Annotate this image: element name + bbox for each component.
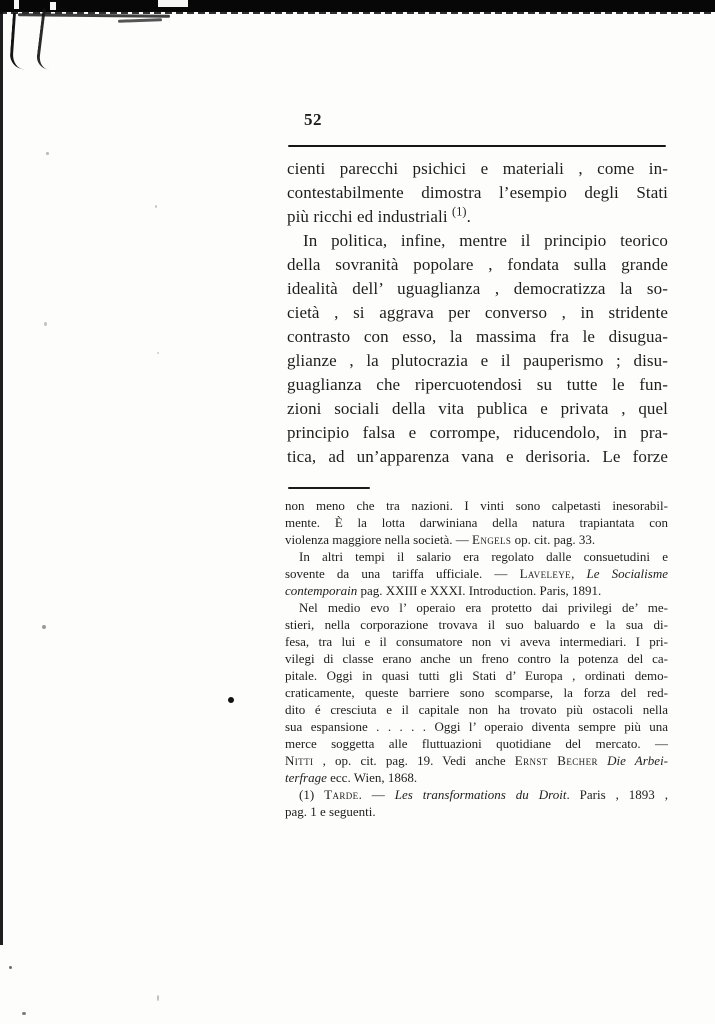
text-line: fesa, tra lui e il consumatore non vi aveva intermediari. I pri- <box>285 634 668 649</box>
text-line: pitale. Oggi in quasi tutti gli Stati d’ Europa , ordinati demo- <box>285 668 668 683</box>
main-text <box>287 157 668 469</box>
scan-artifact-smudge <box>118 18 162 23</box>
text-line: non meno che tra nazioni. I vinti sono calpetasti inesorabil- <box>285 498 668 513</box>
text-line: guaglianza che ripercuotendosi su tutte le fun- <box>287 375 668 394</box>
text-line: In politica, infine, mentre il principio teorico <box>303 231 668 250</box>
text-line: più ricchi ed industriali $^{(1)}$. <box>287 204 471 226</box>
scan-artifact-notch <box>14 0 19 9</box>
text-line: violenza maggiore nella società. — Engels op. cit. pag. 33. <box>285 532 596 547</box>
text-line: In altri tempi il salario era regolato dalle consuetudini e <box>299 549 668 564</box>
text-line: pag. 1 e seguenti. <box>285 804 376 819</box>
scan-speck <box>155 205 157 208</box>
text-line: vilegi di classe erano anche un freno contro la potenza del ca- <box>285 651 668 666</box>
text-line: sua espansione . . . . . Oggi l’ operaio diventa sempre più una <box>285 719 668 734</box>
header-rule <box>288 145 666 147</box>
text-line: contrasto con esso, la massima fra le disugua- <box>287 327 668 346</box>
scan-artifact-top-bar <box>0 0 715 12</box>
text-line: dito é cresciuta e il capitale non ha trovato più ostacoli nella <box>285 702 668 717</box>
text-line: merce soggetta alle fluttuazioni quotidiane del mercato. — <box>285 736 668 751</box>
text-line: craticamente, queste barriere sono scomparse, la forza del red- <box>285 685 668 700</box>
text-line: principio falsa e corrompe, riducendolo, in pra- <box>287 423 668 442</box>
scan-speck <box>44 322 47 326</box>
text-line: idealità dell’ uguaglianza , democratizza la so- <box>287 279 668 298</box>
text-line: Nitti , op. cit. pag. 19. Vedi anche Ernst Becher Die Arbei- <box>285 753 669 768</box>
text-line: contestabilmente dimostra l’esempio degli Stati <box>287 183 668 202</box>
text-line: terfrage ecc. Wien, 1868. <box>285 770 418 785</box>
scan-speck <box>42 625 46 629</box>
scan-speck <box>9 966 12 969</box>
scan-speck <box>46 152 49 155</box>
ink-speck <box>228 697 234 703</box>
scan-artifact-binding-streak <box>9 13 28 70</box>
text-line: (1) Tarde. — Les transformations du Droit. Paris , 1893 , <box>299 787 669 802</box>
text-line: della sovranità popolare , fondata sulla grande <box>287 255 668 274</box>
page-number: 52 <box>304 110 322 129</box>
text-line: zioni sociali della vita publica e privata , quel <box>287 399 668 418</box>
text-line: sovente da una tariffa ufficiale. — Laveleye, Le Socialisme <box>285 566 668 581</box>
text-line: contemporain pag. XXIII e XXXI. Introduction. Paris, 1891. <box>285 583 602 598</box>
footnotes <box>285 497 668 820</box>
scan-speck <box>157 352 159 354</box>
text-line: glianze , la plutocrazia e il pauperismo ; disu- <box>287 351 668 370</box>
text-line: Nel medio evo l’ operaio era protetto dai privilegi de’ me- <box>299 600 668 615</box>
text-line: cietà , si aggrava per converso , in stridente <box>287 303 668 322</box>
text-line: tica, ad un’apparenza vana e derisoria. Le forze <box>287 447 668 466</box>
scan-artifact-left-edge <box>0 10 3 945</box>
scan-speck <box>22 1012 26 1015</box>
text-line: cienti parecchi psichici e materiali , come in- <box>287 159 668 178</box>
text-line: stieri, nella corporazione trovava il suo baluardo e la sua di- <box>285 617 668 632</box>
scan-artifact-notch <box>158 0 188 7</box>
footnote-separator <box>288 487 370 489</box>
scan-artifact-binding-streak <box>35 8 55 69</box>
text-line: mente. È la lotta darwiniana della natura trapiantata con <box>285 515 668 530</box>
scan-speck <box>157 995 159 1001</box>
